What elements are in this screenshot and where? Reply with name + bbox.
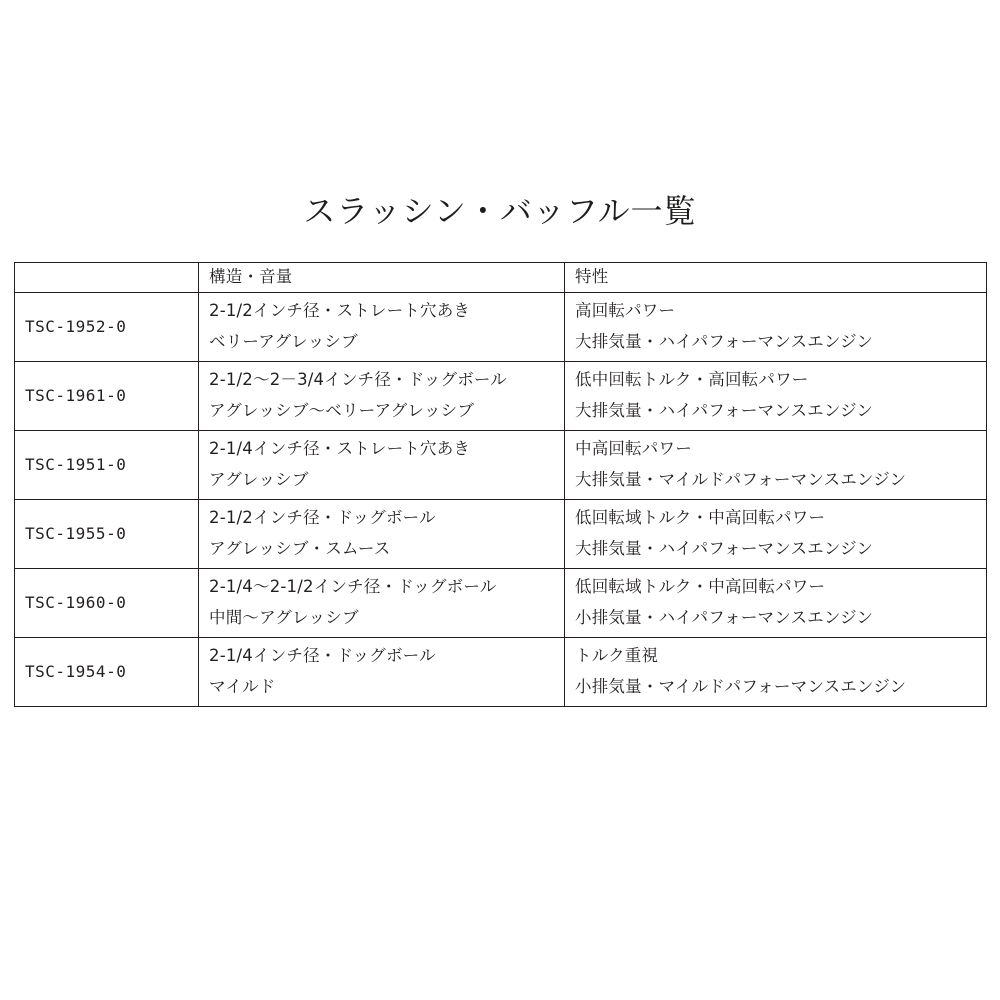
page-title: スラッシン・バッフル一覧: [303, 192, 697, 230]
table-header-row: [15, 263, 987, 293]
cell-model: TSC-1954-0: [15, 637, 199, 706]
table-row: [15, 499, 987, 568]
table-row: [15, 430, 987, 499]
table-header-character: 特性: [565, 263, 987, 293]
cell-character: 低中回転トルク・高回転パワー 大排気量・ハイパフォーマンスエンジン: [565, 361, 987, 430]
cell-model: TSC-1960-0: [15, 568, 199, 637]
cell-structure: 2-1/2インチ径・ドッグボール アグレッシブ・スムース: [199, 499, 565, 568]
cell-model: TSC-1955-0: [15, 499, 199, 568]
table-row: [15, 361, 987, 430]
spec-table-container: [14, 262, 986, 707]
cell-character: 低回転域トルク・中高回転パワー 小排気量・ハイパフォーマンスエンジン: [565, 568, 987, 637]
spec-table: [14, 262, 987, 707]
table-header-model: [15, 263, 199, 293]
table-row: [15, 637, 987, 706]
cell-character: 中高回転パワー 大排気量・マイルドパフォーマンスエンジン: [565, 430, 987, 499]
cell-character: 低回転域トルク・中高回転パワー 大排気量・ハイパフォーマンスエンジン: [565, 499, 987, 568]
cell-structure: 2-1/4インチ径・ストレート穴あき アグレッシブ: [199, 430, 565, 499]
table-header-structure: 構造・音量: [199, 263, 565, 293]
cell-model: TSC-1961-0: [15, 361, 199, 430]
cell-structure: 2-1/2〜2－3/4インチ径・ドッグボール アグレッシブ〜ベリーアグレッシブ: [199, 361, 565, 430]
table-row: [15, 568, 987, 637]
cell-model: TSC-1952-0: [15, 292, 199, 361]
cell-structure: 2-1/4インチ径・ドッグボール マイルド: [199, 637, 565, 706]
cell-structure: 2-1/2インチ径・ストレート穴あき ベリーアグレッシブ: [199, 292, 565, 361]
cell-model: TSC-1951-0: [15, 430, 199, 499]
cell-structure: 2-1/4〜2-1/2インチ径・ドッグボール 中間〜アグレッシブ: [199, 568, 565, 637]
cell-character: トルク重視 小排気量・マイルドパフォーマンスエンジン: [565, 637, 987, 706]
table-row: [15, 292, 987, 361]
cell-character: 高回転パワー 大排気量・ハイパフォーマンスエンジン: [565, 292, 987, 361]
